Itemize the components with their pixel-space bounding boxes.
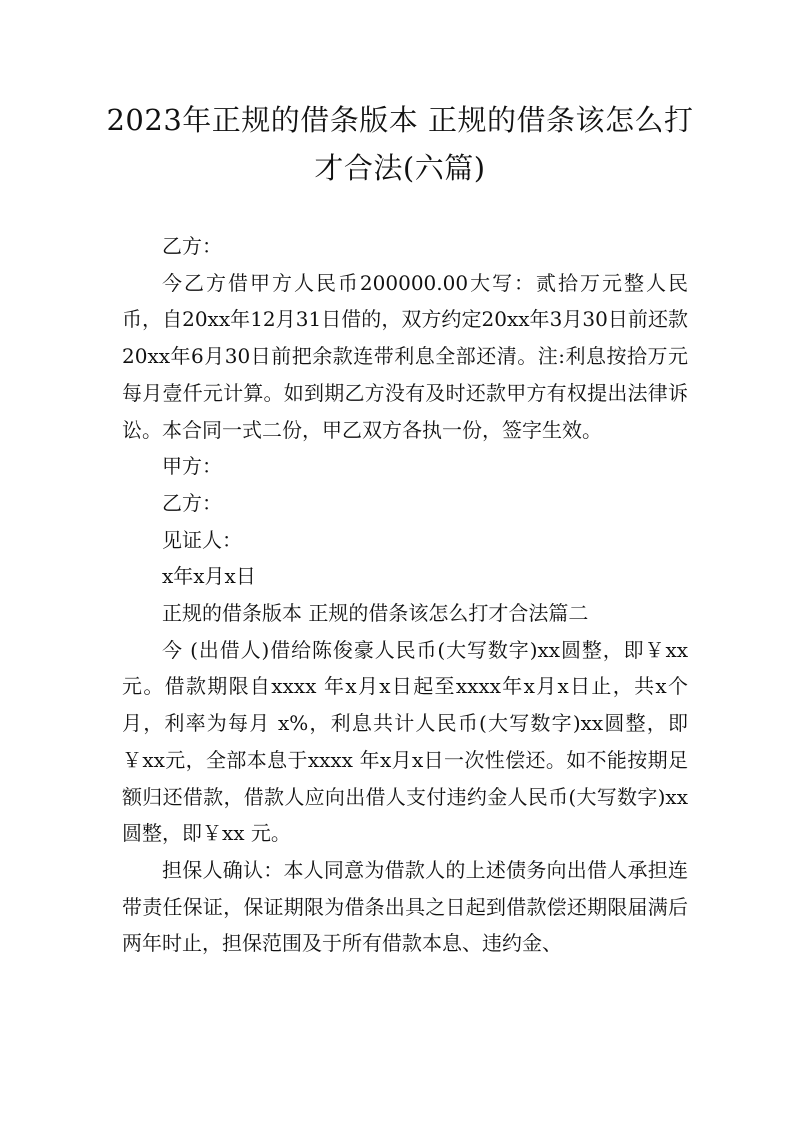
witness-signature-line: 见证人： <box>162 527 242 552</box>
section-heading-2: 正规的借条版本 正规的借条该怎么打才合法篇二 <box>162 601 589 626</box>
loan-terms-paragraph: 今乙方借甲方人民币200000.00大写：贰拾万元整人民币，自20xx年12月31日借的，双方约定20xx年3月30日前还款20xx年6月30日前把余款连带利息全部还清。注:利息按拾万元每月壹仟元计算。如到期乙方没有及时还款甲方有权提出法律诉讼。本合同一式二份，甲乙双方各执一份，签字生效。 <box>122 270 688 442</box>
party-a-signature-line: 甲方： <box>162 454 222 479</box>
party-b-signature-line: 乙方： <box>162 490 222 515</box>
document-body <box>122 228 688 962</box>
document-title: 2023年正规的借条版本 正规的借条该怎么打才合法(六篇) <box>106 103 694 185</box>
date-line: x年x月x日 <box>162 564 256 589</box>
guarantor-confirmation-paragraph: 担保人确认：本人同意为借款人的上述债务向出借人承担连带责任保证，保证期限为借条出具之日起到借款偿还期限届满后两年时止，担保范围及于所有借款本息、违约金、 <box>122 857 688 956</box>
loan-details-paragraph: 今 (出借人)借给陈俊豪人民币(大写数字)xx圆整，即￥xx元。借款期限自xxxx 年x月x日起至xxxx年x月x日止，共x个月，利率为每月 x%，利息共计人民币(大写数字)xx圆整，即￥xx元，全部本息于xxxx 年x月x日一次性偿还。如不能按期足额归还借款，借款人应向出借人支付违约金人民币(大写数字)xx 圆整，即￥xx 元。 <box>122 637 688 846</box>
party-b-label-1: 乙方： <box>162 234 222 258</box>
